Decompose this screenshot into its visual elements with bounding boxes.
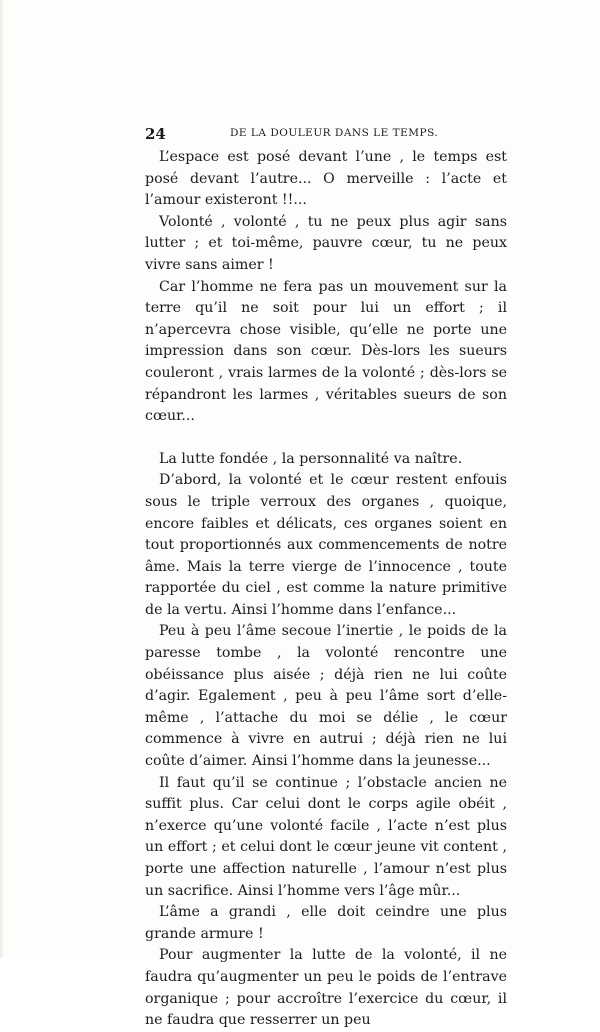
paragraph-2: Volonté , volonté , tu ne peux plus agir sans lutter ; et toi-même, pauvre cœur, tu ne peux vivre sans aimer ! xyxy=(145,213,507,273)
page-number: 24 xyxy=(145,125,166,143)
paragraph-4: La lutte fondée , la personnalité va naître. xyxy=(159,450,463,467)
page-edge-shadow xyxy=(0,0,4,958)
running-title: DE LA DOULEUR DANS LE TEMPS. xyxy=(230,127,439,139)
paragraph-3: Car l’homme ne fera pas un mouvement sur la terre qu’il ne soit pour lui un effort ; il n’apercevra chose visible, qu’elle ne porte une impression dans son cœur. Dès-lors les sueurs couleront , vrais larmes de la volonté ; dès-lors se répandront les larmes , véritables sueurs de son cœur... xyxy=(145,278,507,425)
paragraph-7: Il faut qu’il se continue ; l’obstacle ancien ne suffit plus. Car celui dont le corps agile obéit , n’exerce qu’une volonté facile , l’acte n’est plus un effort ; et celui dont le cœur jeune vit content , porte une affection naturelle , l’amour n’est plus un sacrifice. Ainsi l’homme vers l’âge mûr... xyxy=(145,774,507,899)
paragraph-9: Pour augmenter la lutte de la volonté, il ne faudra qu’augmenter un peu le poids de l’entrave organique ; pour accroître l’exercice du cœur, il ne faudra que resserrer un peu xyxy=(145,947,507,1029)
paragraph-6: Peu à peu l’âme secoue l’inertie , le poids de la paresse tombe , la volonté rencontre une obéissance plus aisée ; déjà rien ne lui coûte d’agir. Egalement , peu à peu l’âme sort d’elle-même , l’attache du moi se délie , le cœur commence à vivre en autrui ; déjà rien ne lui coûte d’aimer. Ainsi l’homme dans la jeunesse... xyxy=(145,623,507,770)
paragraph-8: L’âme a grandi , elle doit ceindre une plus grande armure ! xyxy=(145,904,507,942)
paragraph-1: L’espace est posé devant l’une , le temps est posé devant l’autre... O merveille : l’acte et l’amour existeront !!... xyxy=(145,149,507,209)
paragraph-5: D’abord, la volonté et le cœur restent enfouis sous le triple verroux des organes , quoique, encore faibles et délicats, ces organes soient en tout proportionnés aux commencements de notre âme. Mais la terre vierge de l’innocence , toute rapportée du ciel , est comme la nature primitive de la vertu. Ainsi l’homme dans l’enfance... xyxy=(145,472,507,618)
page-header xyxy=(145,125,505,145)
page-body xyxy=(145,147,507,1032)
